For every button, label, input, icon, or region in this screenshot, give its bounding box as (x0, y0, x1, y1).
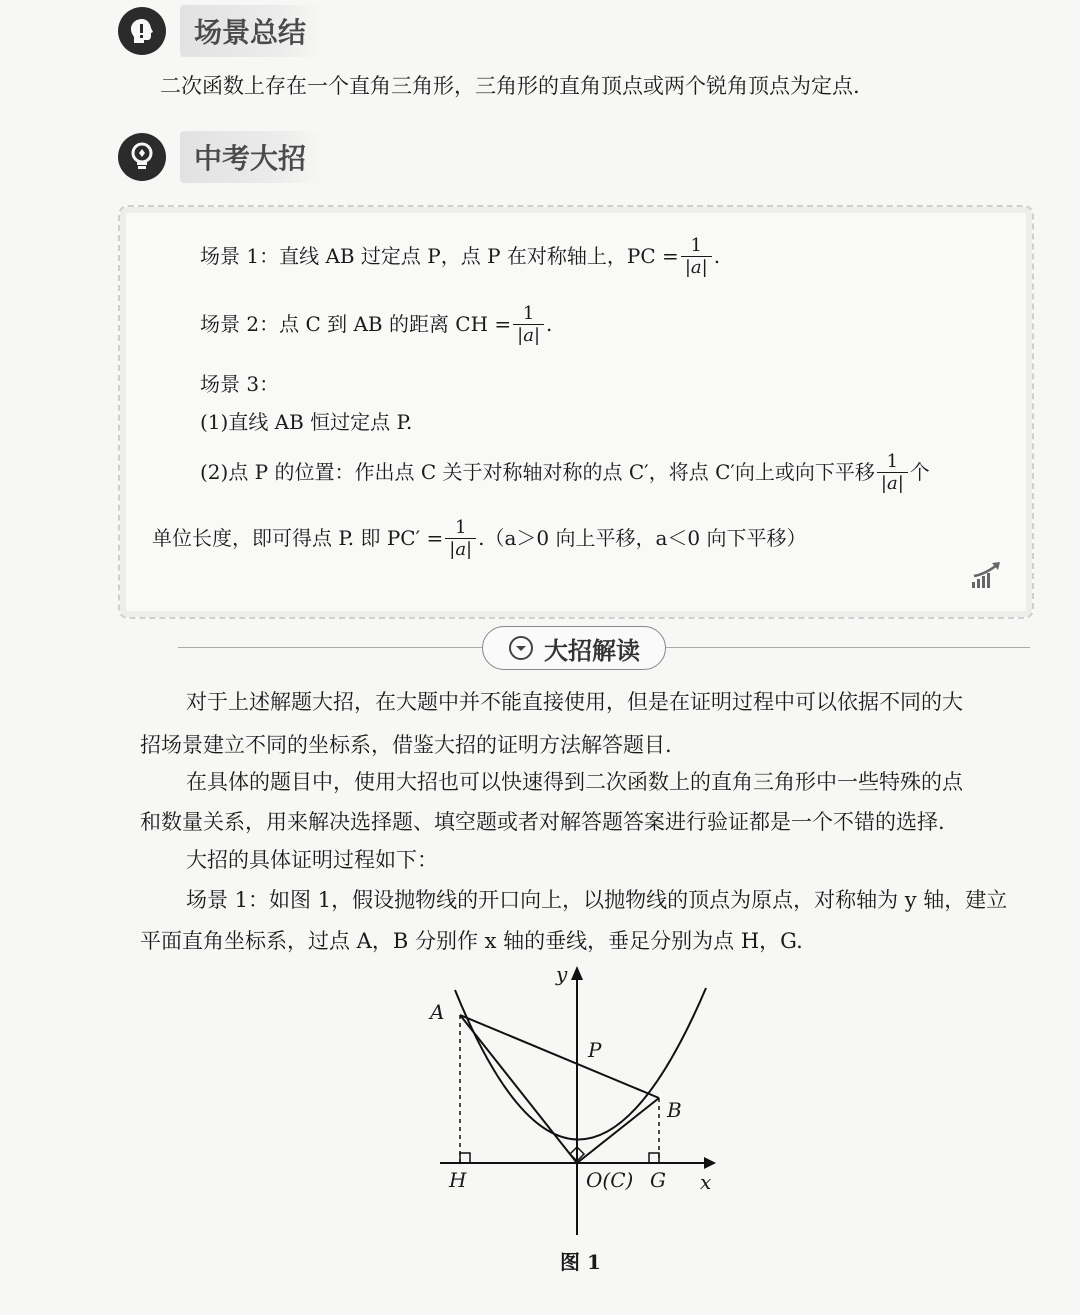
label-x: x (700, 1170, 712, 1194)
summary-title: 场景总结 (180, 5, 322, 57)
scene3-item2-num: 1 (886, 451, 899, 472)
label-G: G (650, 1168, 666, 1192)
right-angle-G (649, 1153, 659, 1163)
p2-line1: 在具体的题目中，使用大招也可以快速得到二次函数上的直角三角形中一些特殊的点 (186, 770, 963, 794)
scene3-item3-suffix: .（a＞0 向上平移，a＜0 向下平移） (478, 526, 807, 550)
scene2-num: 1 (522, 303, 535, 324)
p1-line2: 招场景建立不同的坐标系，借鉴大招的证明方法解答题目. (140, 733, 672, 757)
segment-AB (460, 1015, 659, 1098)
scene3-title: 场景 3： (200, 372, 280, 396)
label-y: y (556, 962, 568, 986)
label-P: P (588, 1038, 602, 1062)
scene1-num: 1 (690, 235, 702, 256)
label-B: B (667, 1098, 682, 1122)
segment-BO (577, 1098, 659, 1163)
trick-title: 中考大招 (180, 131, 322, 183)
interpretation-title: 大招解读 (544, 636, 640, 665)
p4-line1: 场景 1：如图 1，假设抛物线的开口向上，以抛物线的顶点为原点，对称轴为 y 轴，建立 (186, 888, 1008, 912)
scene1-den: |a| (681, 256, 712, 279)
scene2-suffix: . (546, 312, 553, 336)
scene3-item2-den: |a| (877, 472, 908, 495)
right-angle-H (460, 1153, 470, 1163)
scene3-item3-den: |a| (445, 538, 476, 561)
p2-line2: 和数量关系，用来解决选择题、填空题或者对解答题答案进行验证都是一个不错的选择. (140, 810, 945, 834)
scene1-suffix: . (713, 244, 721, 268)
scene3-item3-text: 单位长度，即可得点 P. 即 PC′ = (152, 526, 444, 550)
scene2-den: |a| (513, 324, 544, 347)
x-axis-arrow (704, 1157, 716, 1169)
scene3-item3-num: 1 (454, 517, 467, 538)
scene1-text: 场景 1：直线 AB 过定点 P，点 P 在对称轴上，PC = (200, 244, 679, 268)
p4-line2: 平面直角坐标系，过点 A，B 分别作 x 轴的垂线，垂足分别为点 H，G. (140, 929, 803, 953)
segment-AO (460, 1015, 577, 1163)
label-O: O(C) (586, 1168, 634, 1192)
figure-caption: 图 1 (560, 1250, 601, 1274)
y-axis-arrow (571, 966, 583, 980)
p3: 大招的具体证明过程如下： (186, 848, 438, 872)
label-H: H (449, 1168, 467, 1192)
scene3-item2-suffix: 个 (909, 460, 930, 484)
label-A: A (430, 1000, 445, 1024)
scene3-item2-text: (2)点 P 的位置：作出点 C 关于对称轴对称的点 C′，将点 C′向上或向下平移 (200, 460, 875, 484)
summary-text: 二次函数上存在一个直角三角形，三角形的直角顶点或两个锐角顶点为定点. (160, 74, 860, 98)
scene3-item1: (1)直线 AB 恒过定点 P. (200, 410, 413, 434)
p1-line1: 对于上述解题大招，在大题中并不能直接使用，但是在证明过程中可以依据不同的大 (186, 690, 963, 714)
scene2-text: 场景 2：点 C 到 AB 的距离 CH = (200, 312, 512, 336)
